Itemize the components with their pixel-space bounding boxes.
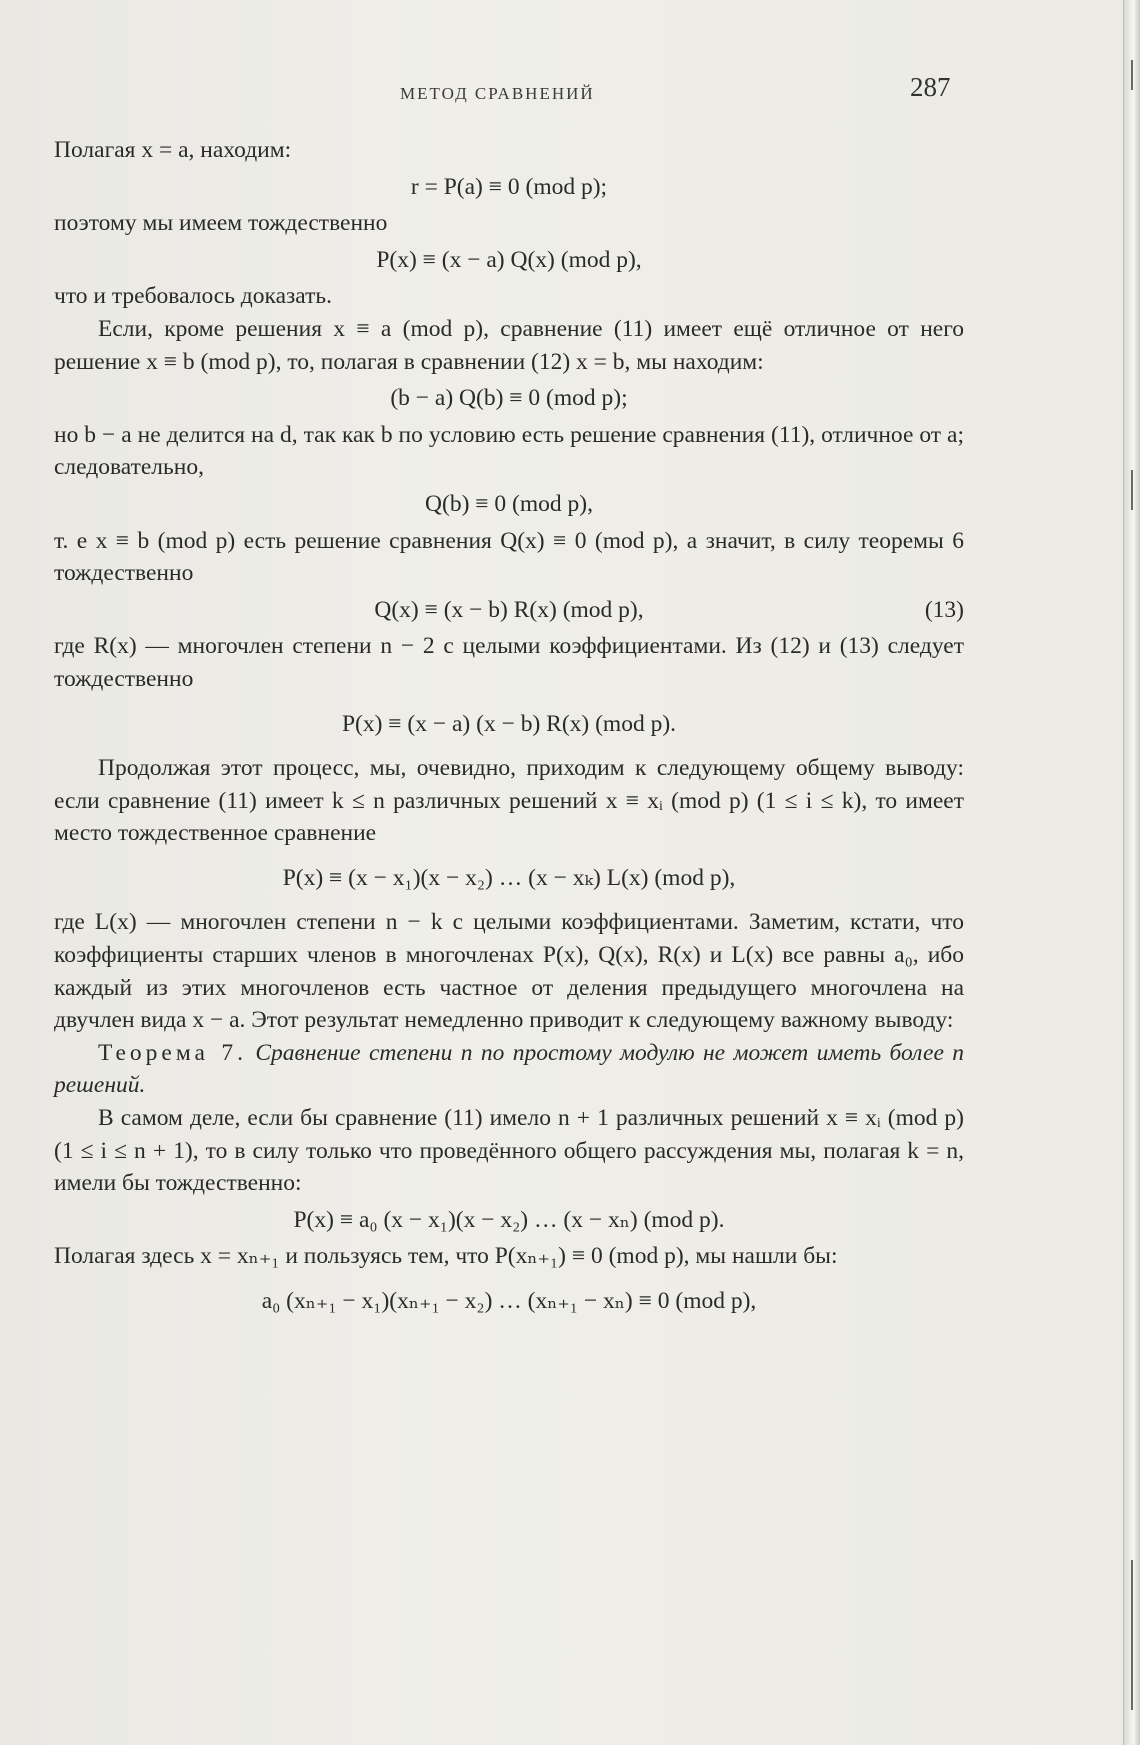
formula-final: a₀ (xₙ₊₁ − x₁)(xₙ₊₁ − x₂) … (xₙ₊₁ − xₙ) ≡ 0 (mod p), — [261, 1288, 757, 1314]
paragraph-3: что и требовалось доказать. — [54, 283, 332, 310]
paragraph-6: т. е x ≡ b (mod p) есть решение сравнения Q(x) ≡ 0 (mod p), а значит, в силу теоремы 6 тождественно — [54, 527, 964, 587]
formula-px-ab: P(x) ≡ (x − a) (x − b) R(x) (mod p). — [341, 710, 677, 737]
formula-px-k: P(x) ≡ (x − x₁)(x − x₂) … (x − xₖ) L(x) (mod p), — [282, 864, 736, 891]
paragraph-10: В самом деле, если бы сравнение (11) имело n + 1 различных решений x ≡ xᵢ (mod p) (1 ≤ i ≤ n + 1), то в силу только что проведённого общего рассуждения мы, полагая k = n, имели бы тождественно: — [54, 1105, 964, 1197]
paragraph-8: Продолжая этот процесс, мы, очевидно, приходим к следующему общему выводу: если сравнение (11) имеет k ≤ n различных решений x ≡ xᵢ (mod p) (1 ≤ i ≤ k), то имеет место тождественное сравнение — [54, 755, 964, 847]
page-body — [54, 134, 964, 1330]
paragraph-2: поэтому мы имеем тождественно — [54, 210, 388, 237]
page-number: 287 — [910, 72, 951, 102]
edge-mark — [1131, 470, 1133, 510]
equation-number-13: (13) — [924, 596, 964, 623]
paragraph-5: но b − a не делится на d, так как b по условию есть решение сравнения (11), отличное от a; следовательно, — [54, 421, 964, 481]
paragraph-11: Полагая здесь x = xₙ₊₁ и пользуясь тем, что P(xₙ₊₁) ≡ 0 (mod p), мы нашли бы: — [54, 1243, 838, 1270]
edge-mark — [1131, 1560, 1133, 1710]
paragraph-7: где R(x) — многочлен степени n − 2 с целыми коэффициентами. Из (12) и (13) следует тождественно — [54, 633, 964, 692]
theorem-label: Теорема 7. — [98, 1039, 247, 1066]
formula-13-text: Q(x) ≡ (x − b) R(x) (mod p), — [374, 596, 644, 623]
theorem-statement: Сравнение степени n по простому модулю не может иметь более n решений. — [54, 1039, 964, 1099]
page-edge — [1123, 0, 1140, 1745]
formula-13 — [54, 594, 964, 627]
formula-r: r = P(a) ≡ 0 (mod p); — [410, 173, 608, 200]
paragraph-1: Полагая x = a, находим: — [54, 137, 292, 163]
page-header — [0, 72, 1125, 112]
formula-qb-product: (b − a) Q(b) ≡ 0 (mod p); — [390, 385, 628, 412]
running-head: МЕТОД СРАВНЕНИЙ — [400, 84, 595, 103]
theorem-7 — [54, 1037, 964, 1102]
paragraph-9: где L(x) — многочлен степени n − k с целыми коэффициентами. Заметим, кстати, что коэффициенты старших членов в многочленах P(x), Q(x), R(x) и L(x) все равны a₀, ибо каждый из этих многочленов есть частное от деления предыдущего многочлена на двучлен вида x − a. Этот результат немедленно приводит к следующему важному выводу: — [54, 909, 964, 1034]
formula-px-factor: P(x) ≡ (x − a) Q(x) (mod p), — [376, 246, 642, 273]
edge-mark — [1131, 60, 1133, 90]
paragraph-4: Если, кроме решения x ≡ a (mod p), сравнение (11) имеет ещё отличное от него решение x ≡ b (mod p), то, полагая в сравнении (12) x = b, мы находим: — [54, 315, 964, 375]
formula-qb: Q(b) ≡ 0 (mod p), — [425, 490, 593, 517]
formula-px-n: P(x) ≡ a₀ (x − x₁)(x − x₂) … (x − xₙ) (mod p). — [293, 1206, 725, 1233]
